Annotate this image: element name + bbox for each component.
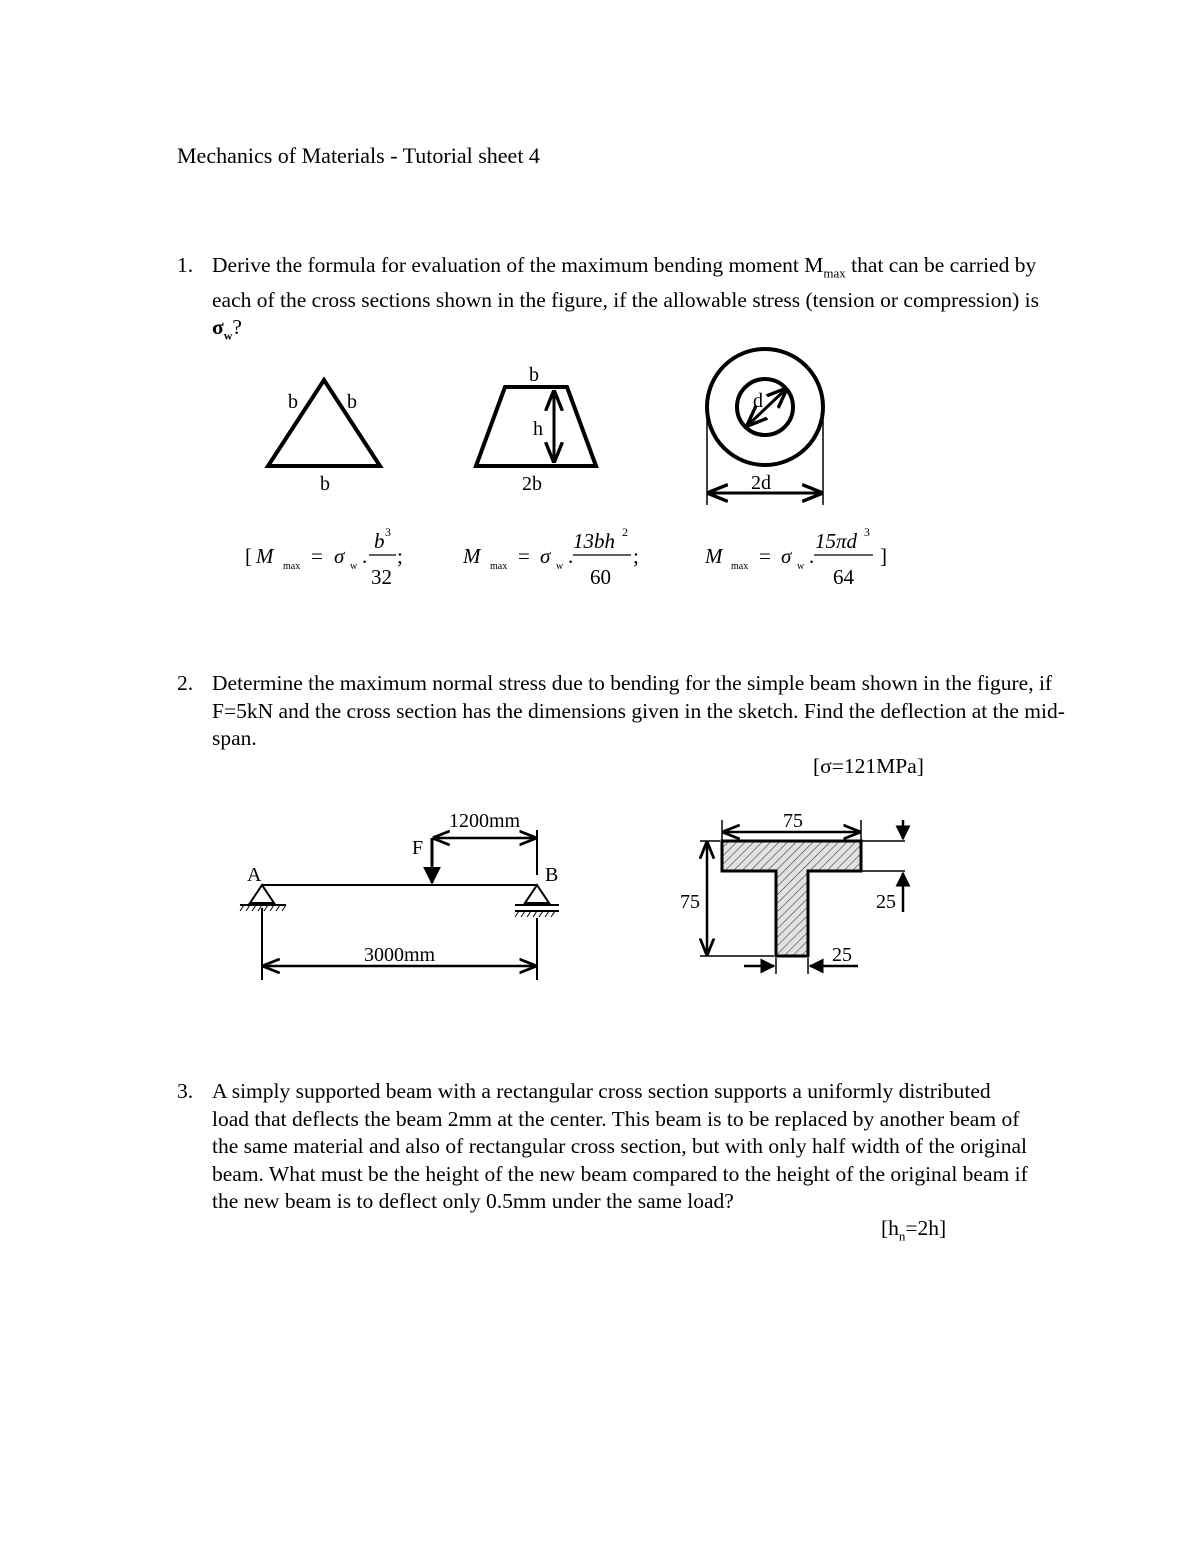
- svg-text:32: 32: [371, 565, 392, 589]
- web-width-label: 25: [832, 944, 852, 966]
- question-2-answer: [σ=121MPa]: [813, 754, 924, 778]
- t-section-diagram: [680, 810, 905, 974]
- annulus-outer-label: 2d: [751, 472, 771, 494]
- question-1-text: Derive the formula for evaluation of the maximum bending moment $M_{max}$ that can be carried by each of the cross sections shown in the figure, if the allowable stress (tension or compression) is $\sigma_w$?: [212, 253, 1039, 343]
- svg-text:60: 60: [590, 565, 611, 589]
- svg-text:b: b: [374, 529, 385, 553]
- svg-text:[: [: [245, 544, 252, 568]
- annulus-section: [707, 349, 823, 505]
- question-3-text: A simply supported beam with a rectangular cross section supports a uniformly distributed load that deflects the beam 2mm at the center. This beam is to be replaced by another beam of the same material and also of rectangular cross section, but with only half width of the original beam. What must be the height of the new beam compared to the height of the original beam if the new beam is to deflect only 0.5mm under the same load?: [212, 1079, 1028, 1213]
- svg-text:]: ]: [880, 544, 887, 568]
- svg-text:σ: σ: [781, 544, 792, 568]
- formula-trapezoid: [462, 525, 639, 589]
- triangle-section: [268, 380, 380, 495]
- svg-text:;: ;: [397, 544, 403, 568]
- force-f-label: F: [412, 837, 424, 859]
- svg-text:15πd: 15πd: [815, 529, 858, 553]
- svg-text:2: 2: [622, 525, 628, 539]
- span-length-label: 3000mm: [364, 944, 436, 966]
- svg-text:3: 3: [385, 525, 391, 539]
- annulus-inner-label: d: [753, 390, 763, 412]
- question-2-number: 2.: [177, 671, 194, 695]
- svg-text:w: w: [556, 561, 564, 572]
- svg-text:w: w: [350, 561, 358, 572]
- svg-text:=: =: [311, 544, 323, 568]
- svg-text:13bh: 13bh: [573, 529, 615, 553]
- load-distance-label: 1200mm: [449, 810, 521, 832]
- svg-text:64: 64: [833, 565, 854, 589]
- svg-text:M: M: [256, 544, 274, 568]
- svg-text:.: .: [809, 544, 815, 568]
- svg-text:max: max: [283, 561, 301, 572]
- svg-text:M: M: [705, 544, 723, 568]
- question-1-number: 1.: [177, 253, 194, 277]
- svg-text:.: .: [362, 544, 368, 568]
- svg-text:σ: σ: [540, 544, 551, 568]
- flange-width-label: 75: [783, 810, 803, 832]
- svg-text:3: 3: [864, 525, 870, 539]
- question-3-number: 3.: [177, 1079, 194, 1103]
- svg-text:max: max: [490, 561, 508, 572]
- trapezoid-height-label: h: [533, 418, 543, 440]
- triangle-right-side-label: b: [347, 391, 357, 413]
- formula-triangle: [255, 525, 403, 589]
- page-title: Mechanics of Materials - Tutorial sheet 4: [177, 143, 540, 168]
- trapezoid-section: [476, 364, 596, 495]
- roller-support-b: [525, 885, 549, 903]
- svg-text:max: max: [731, 561, 749, 572]
- total-height-label: 75: [680, 891, 700, 913]
- q1-answer-formulas: [245, 525, 887, 589]
- support-b-label: B: [545, 864, 559, 886]
- t-section-shape: [722, 841, 861, 956]
- trapezoid-base-label: 2b: [522, 473, 542, 495]
- formula-annulus: [704, 525, 873, 589]
- flange-thickness-label: 25: [876, 891, 896, 913]
- svg-text:w: w: [797, 561, 805, 572]
- svg-text:σ: σ: [334, 544, 345, 568]
- support-a-label: A: [247, 864, 262, 886]
- question-3-answer: $[h_n=2h]$: [881, 1216, 947, 1244]
- trapezoid-top-label: b: [529, 364, 539, 386]
- svg-text:=: =: [759, 544, 771, 568]
- beam-diagram: [240, 810, 559, 980]
- triangle-base-label: b: [320, 473, 330, 495]
- pin-support-a: [250, 885, 274, 903]
- svg-text:=: =: [518, 544, 530, 568]
- svg-text:M: M: [463, 544, 481, 568]
- svg-text:.: .: [568, 544, 574, 568]
- question-2-text: Determine the maximum normal stress due to bending for the simple beam shown in the figure, if F=5kN and the cross section has the dimensions given in the sketch. Find the deflection at the mid-span.: [212, 671, 1065, 750]
- triangle-left-side-label: b: [288, 391, 298, 413]
- svg-text:;: ;: [633, 544, 639, 568]
